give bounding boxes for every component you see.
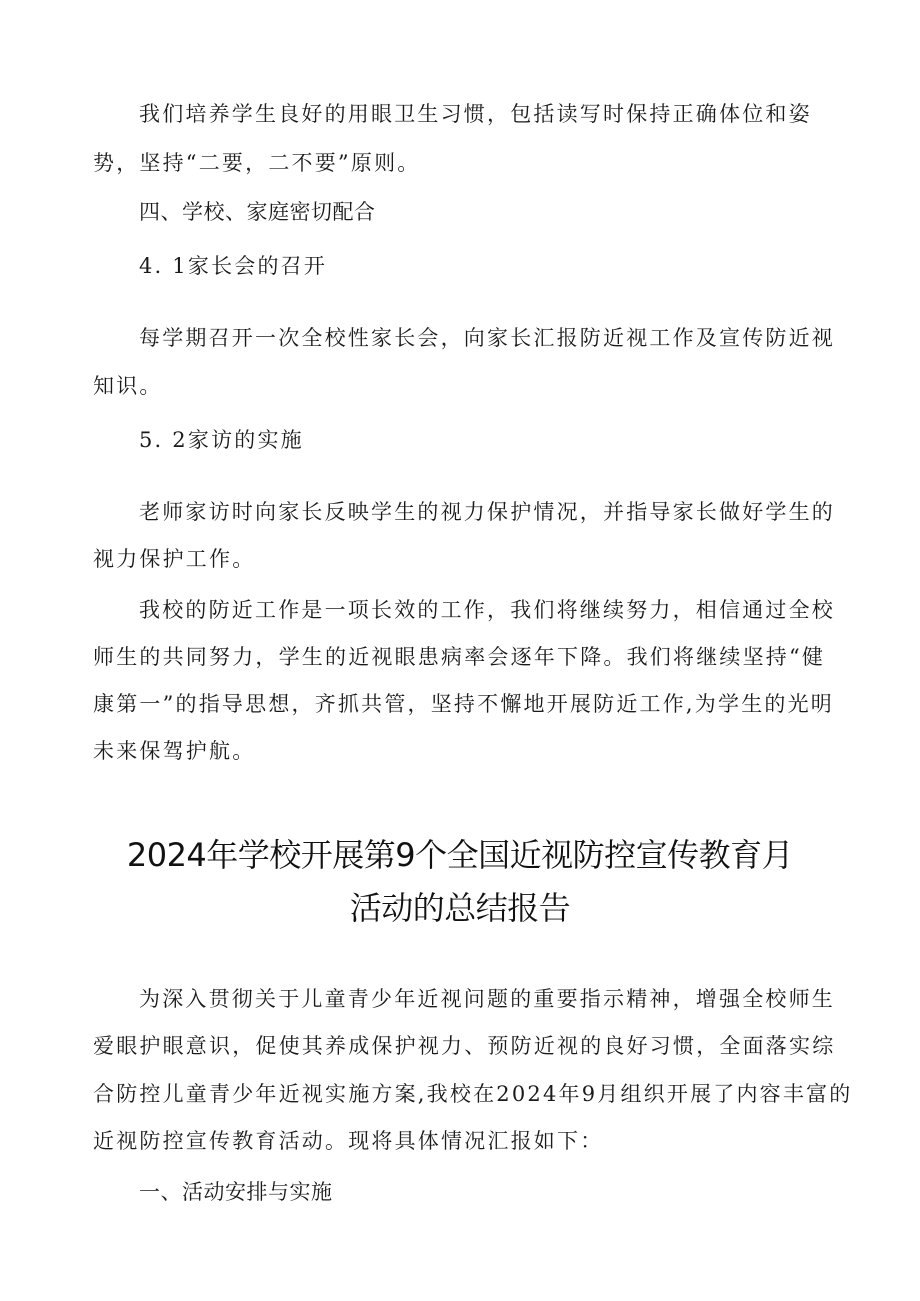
paragraph-4-line-2: 师生的共同努力，学生的近视眼患病率会逐年下降。我们将继续坚持“健 — [93, 645, 826, 669]
paragraph-5-line-3: 合防控儿童青少年近视实施方案,我校在2024年9月组织开展了内容丰富的 — [93, 1082, 853, 1106]
report-title-line-1: 2024年学校开展第9个全国近视防控宣传教育月 — [126, 836, 794, 874]
paragraph-5-line-1: 为深入贯彻关于儿童青少年近视问题的重要指示精神，增强全校师生 — [139, 987, 835, 1011]
paragraph-3-line-2: 视力保护工作。 — [93, 547, 256, 571]
paragraph-1-line-1: 我们培养学生良好的用眼卫生习惯，包括读写时保持正确体位和姿 — [139, 102, 812, 126]
section-1-heading: 一、活动安排与实施 — [139, 1180, 333, 1204]
report-title-line-2: 活动的总结报告 — [349, 889, 571, 927]
paragraph-5-line-2: 爱眼护眼意识，促使其养成保护视力、预防近视的良好习惯，全面落实综 — [93, 1034, 836, 1058]
subsection-4-1-heading: 4. 1家长会的召开 — [139, 254, 328, 278]
paragraph-5-line-4: 近视防控宣传教育活动。现将具体情况汇报如下： — [93, 1129, 604, 1153]
paragraph-4-line-3: 康第一”的指导思想，齐抓共管，坚持不懈地开展防近工作,为学生的光明 — [93, 692, 835, 716]
section-4-heading: 四、学校、家庭密切配合 — [139, 200, 376, 224]
paragraph-4-line-1: 我校的防近工作是一项长效的工作，我们将继续努力，相信通过全校 — [139, 598, 835, 622]
paragraph-2-line-1: 每学期召开一次全校性家长会，向家长汇报防近视工作及宣传防近视 — [139, 326, 835, 350]
subsection-5-2-heading: 5. 2家访的实施 — [139, 428, 304, 452]
paragraph-4-line-4: 未来保驾护航。 — [93, 739, 256, 763]
paragraph-1-line-2: 势，坚持“二要，二不要”原则。 — [93, 151, 421, 175]
paragraph-3-line-1: 老师家访时向家长反映学生的视力保护情况，并指导家长做好学生的 — [139, 500, 835, 524]
paragraph-2-line-2: 知识。 — [93, 374, 163, 398]
